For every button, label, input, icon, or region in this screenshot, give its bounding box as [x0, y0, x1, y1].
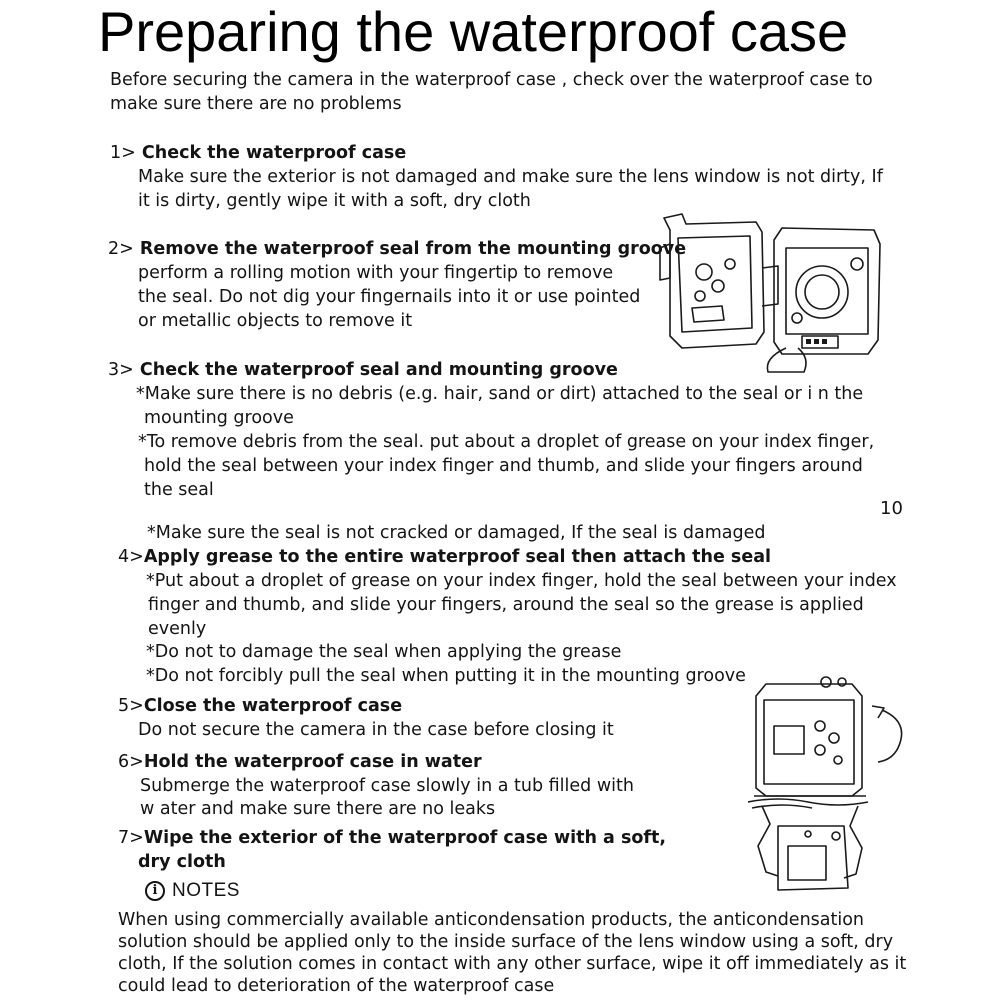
intro-line-2: make sure there are no problems [110, 94, 402, 114]
closed-housing-illustration [748, 676, 916, 902]
open-housing-illustration [652, 208, 884, 378]
step-3-heading [108, 358, 618, 382]
notes-title: NOTES [172, 880, 240, 901]
step-2-line-3: or metallic objects to remove it [138, 311, 413, 331]
step-3-line-1: *Make sure there is no debris (e.g. hair, sand or dirt) attached to the seal or i n the [136, 384, 864, 404]
step-3-title: Check the waterproof seal and mounting groove [139, 360, 618, 380]
step-7-heading [118, 826, 666, 850]
step-4-line-5: *Do not forcibly pull the seal when putting it in the mounting groove [146, 666, 746, 686]
step-6-line-2: w ater and make sure there are no leaks [140, 799, 496, 819]
step-4-line-3: evenly [148, 619, 207, 639]
step-3-line-2: mounting groove [144, 408, 294, 428]
step-1-title: Check the waterproof case [141, 143, 407, 163]
notes-line-3: cloth, If the solution comes in contact with any other surface, wipe it off immediately as it [118, 954, 907, 974]
step-6-number: 6> [118, 752, 144, 772]
step-5-line-1: Do not secure the camera in the case before closing it [138, 720, 614, 740]
step-4-title: Apply grease to the entire waterproof seal then attach the seal [143, 547, 772, 567]
step-4-heading [118, 545, 771, 569]
step-4-line-4: *Do not to damage the seal when applying the grease [146, 642, 622, 662]
notes-line-4: could lead to deterioration of the waterproof case [118, 976, 555, 996]
step-6-title: Hold the waterproof case in water [143, 752, 482, 772]
step-2-line-1: perform a rolling motion with your fingertip to remove [138, 263, 614, 283]
step-1-line-1: Make sure the exterior is not damaged and make sure the lens window is not dirty, If [138, 167, 883, 187]
step-2-heading [108, 237, 686, 261]
notes-line-1: When using commercially available anticondensation products, the anticondensation [118, 910, 865, 930]
step-3-line-6: *Make sure the seal is not cracked or damaged, If the seal is damaged [147, 523, 766, 543]
step-7-title: Wipe the exterior of the waterproof case with a soft, [143, 828, 667, 848]
step-6-line-1: Submerge the waterproof case slowly in a tub filled with [140, 776, 634, 796]
step-6-heading [118, 750, 482, 774]
step-4-line-1: *Put about a droplet of grease on your index finger, hold the seal between your index [146, 571, 897, 591]
step-2-title: Remove the waterproof seal from the mounting groove [139, 239, 687, 259]
step-5-title: Close the waterproof case [143, 696, 403, 716]
step-3-number: 3> [108, 360, 134, 380]
page-title: Preparing the waterproof case [98, 0, 849, 63]
step-7-number: 7> [118, 828, 144, 848]
step-3-line-3: *To remove debris from the seal. put about a droplet of grease on your index finger, [138, 432, 875, 452]
notes-line-2: solution should be applied only to the inside surface of the lens window using a soft, dry [118, 932, 894, 952]
step-1-line-2: it is dirty, gently wipe it with a soft, dry cloth [138, 191, 531, 211]
step-3-line-5: the seal [144, 480, 214, 500]
step-5-heading [118, 694, 402, 718]
intro-line-1: Before securing the camera in the waterproof case , check over the waterproof case to [110, 70, 873, 90]
step-7-heading-cont: dry cloth [138, 852, 226, 872]
step-1-heading [110, 141, 406, 165]
step-4-number: 4> [118, 547, 144, 567]
step-5-number: 5> [118, 696, 144, 716]
step-2-number: 2> [108, 239, 134, 259]
step-1-number: 1> [110, 143, 136, 163]
info-icon: i [145, 881, 165, 901]
step-2-line-2: the seal. Do not dig your fingernails into it or use pointed [138, 287, 641, 307]
step-3-line-4: hold the seal between your index finger and thumb, and slide your fingers around [144, 456, 863, 476]
page-number: 10 [880, 498, 903, 519]
step-4-line-2: finger and thumb, and slide your fingers, around the seal so the grease is applied [148, 595, 864, 615]
